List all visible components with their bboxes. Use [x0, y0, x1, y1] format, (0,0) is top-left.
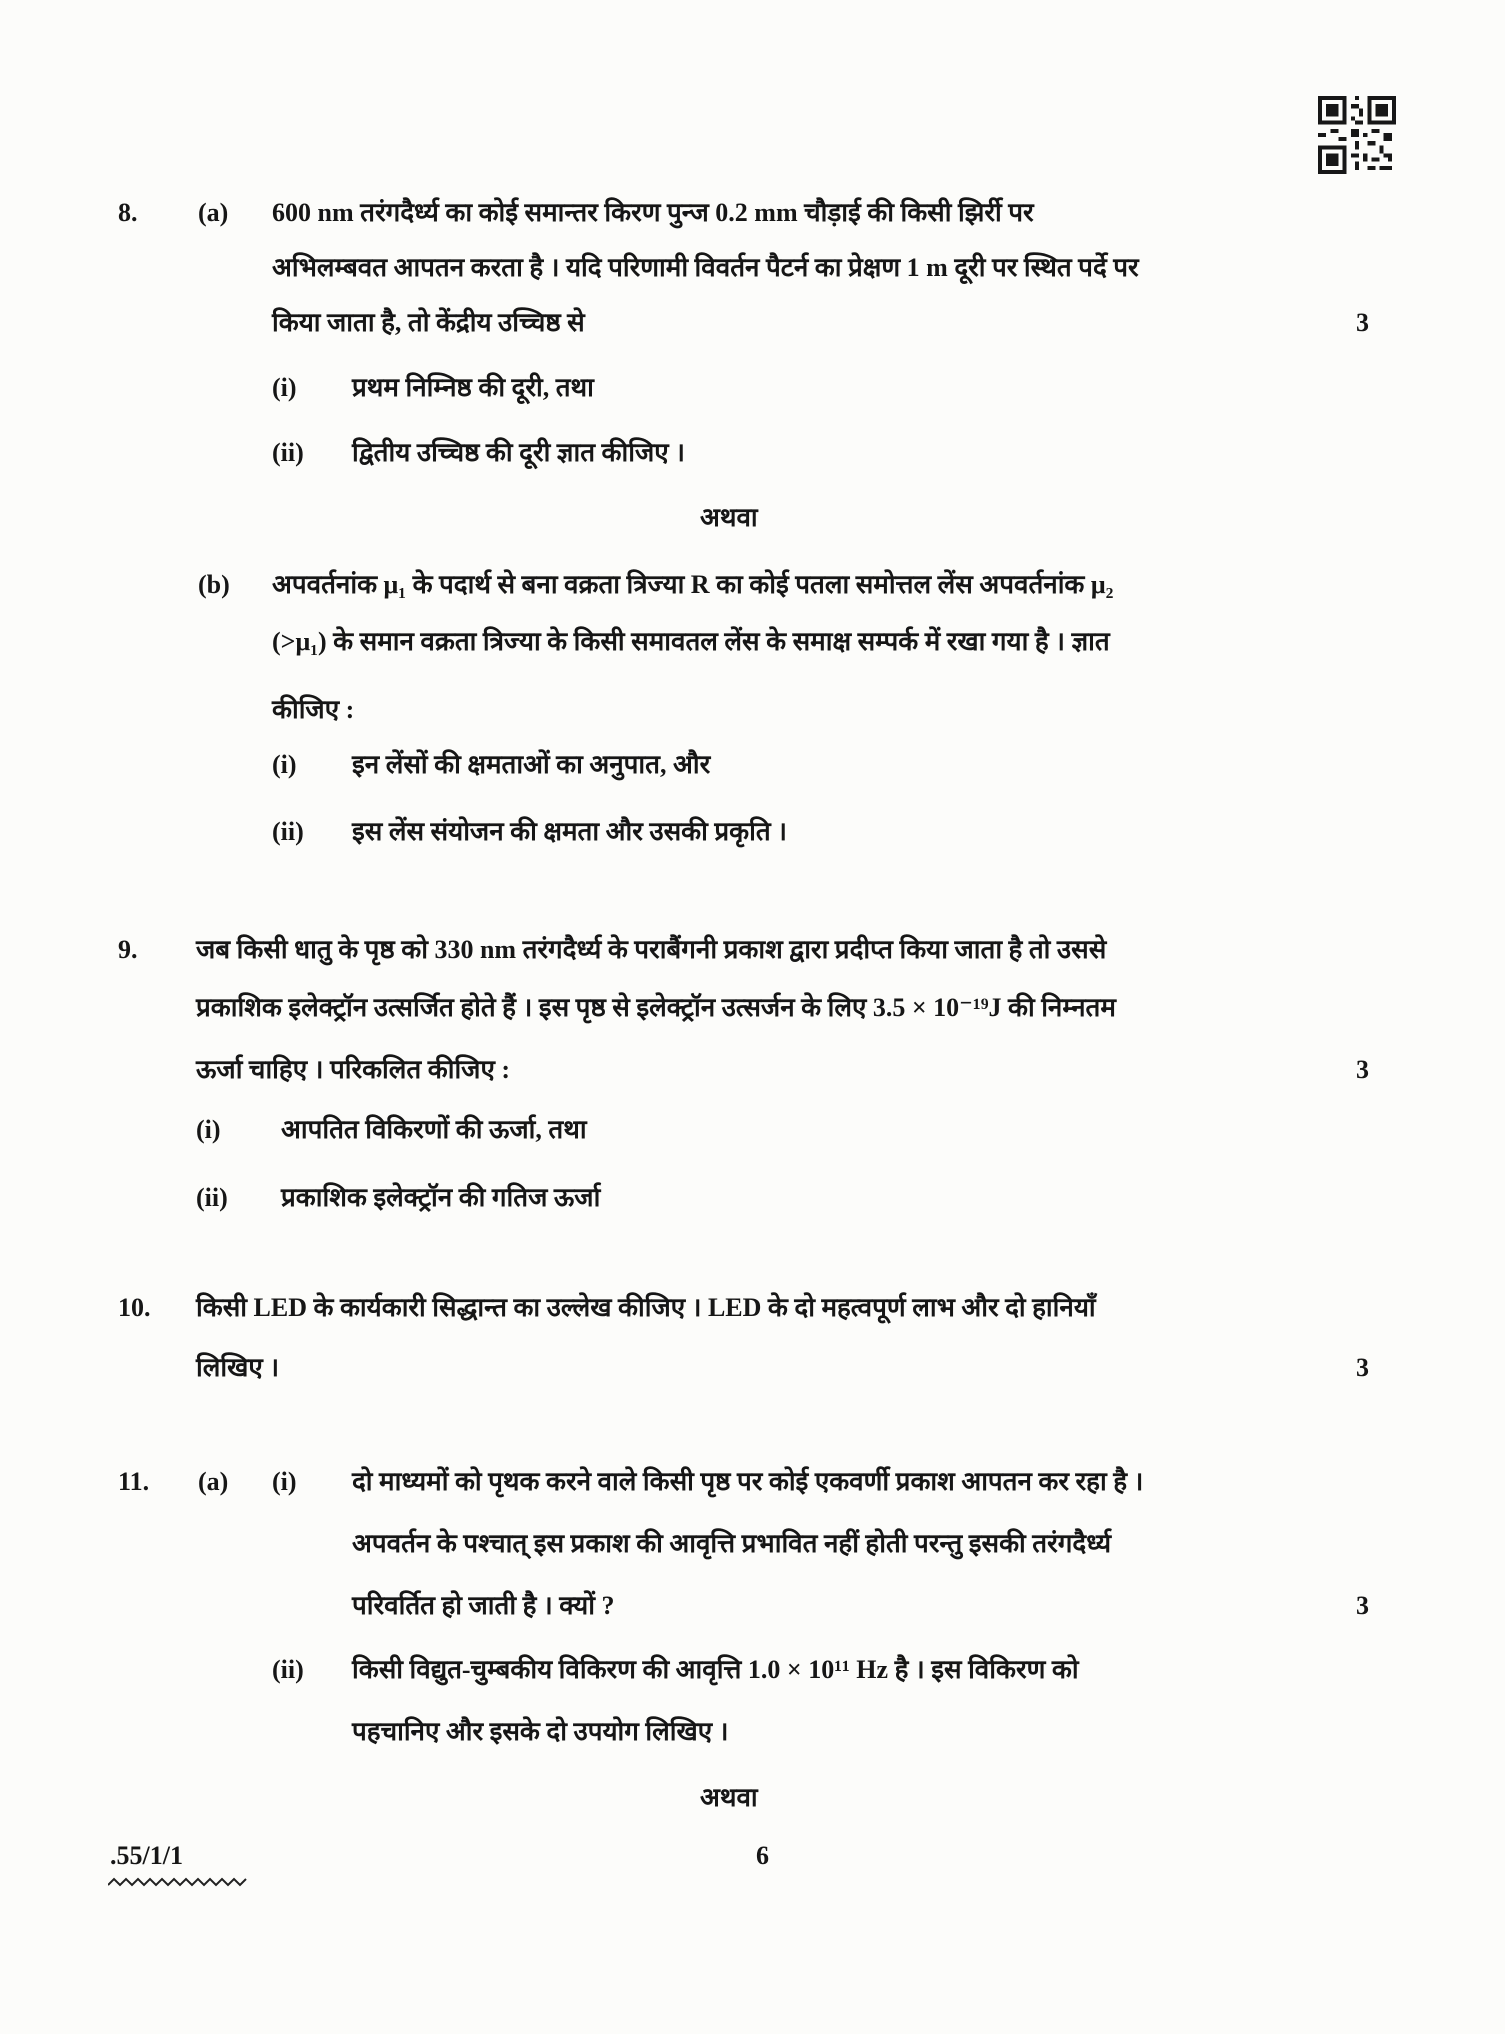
q8b-item-i-text: इन लेंसों की क्षमताओं का अनुपात, और — [352, 750, 711, 779]
q8b-item-i-row — [0, 745, 1505, 793]
q11-marks: 3 — [1356, 1591, 1369, 1620]
q8b-line3: कीजिए : — [272, 695, 355, 724]
q9-line3-row — [0, 1050, 1505, 1098]
q11a-i-label: (i) — [272, 1467, 297, 1496]
q11-line1-row — [0, 1462, 1505, 1510]
q9-line3: ऊर्जा चाहिए । परिकलित कीजिए : — [196, 1055, 511, 1084]
q10-line1: किसी LED के कार्यकारी सिद्धान्त का उल्लेख कीजिए । LED के दो महत्वपूर्ण लाभ और दो हानियाँ — [196, 1293, 1096, 1322]
q8-number: 8. — [118, 198, 138, 227]
q11a-i-line2: अपवर्तन के पश्चात् इस प्रकाश की आवृत्ति प्रभावित नहीं होती परन्तु इसकी तरंगदैर्ध्य — [352, 1529, 1112, 1558]
q9-item-ii-label: (ii) — [196, 1183, 228, 1212]
q9-marks: 3 — [1356, 1055, 1369, 1084]
q11a-i-line3: परिवर्तित हो जाती है । क्यों ? — [352, 1591, 615, 1620]
q8a-item-ii-label: (ii) — [272, 438, 304, 467]
q10-marks: 3 — [1356, 1353, 1369, 1382]
q11a-ii-line1: किसी विद्युत-चुम्बकीय विकिरण की आवृत्ति 1.0 × 10¹¹ Hz है । इस विकिरण को — [352, 1655, 1079, 1684]
q8a-item-i-label: (i) — [272, 373, 297, 402]
q8a-item-ii-row — [0, 433, 1505, 481]
q10-line2-row — [0, 1348, 1505, 1396]
q8a-line1: 600 nm तरंगदैर्ध्य का कोई समान्तर किरण पुन्ज 0.2 mm चौड़ाई की किसी झिर्री पर — [272, 198, 1034, 227]
q8a-line3-row — [0, 303, 1505, 351]
q8b-line2-row — [0, 622, 1505, 670]
q8b-label: (b) — [198, 570, 230, 599]
q8-marks: 3 — [1356, 308, 1369, 337]
q9-item-i-row — [0, 1110, 1505, 1158]
q8a-line1-row — [0, 193, 1505, 241]
q11-ii-line2-row — [0, 1712, 1505, 1760]
q8a-line2: अभिलम्बवत आपतन करता है । यदि परिणामी विवर्तन पैटर्न का प्रेक्षण 1 m दूरी पर स्थित पर्दे पर — [272, 253, 1139, 282]
q11-line2-row — [0, 1524, 1505, 1572]
q10-number: 10. — [118, 1293, 151, 1322]
q11-or-row — [0, 1778, 1505, 1826]
q11-line3-row — [0, 1586, 1505, 1634]
q8b-item-ii-row — [0, 812, 1505, 860]
q9-item-ii-text: प्रकाशिक इलेक्ट्रॉन की गतिज ऊर्जा — [281, 1183, 601, 1212]
q11-or-separator: अथवा — [700, 1783, 758, 1812]
q11-number: 11. — [118, 1467, 150, 1496]
paper-code: .55/1/1 — [110, 1841, 183, 1870]
q8b-line2: (>μ₁) के समान वक्रता त्रिज्या के किसी समावतल लेंस के समाक्ष सम्पर्क में रखा गया है । ज्ञात — [272, 627, 1110, 656]
q8b-line1: अपवर्तनांक μ₁ के पदार्थ से बना वक्रता त्रिज्या R का कोई पतला समोत्तल लेंस अपवर्तनांक μ₂ — [272, 570, 1114, 599]
q9-item-i-label: (i) — [196, 1115, 221, 1144]
q9-line1: जब किसी धातु के पृष्ठ को 330 nm तरंगदैर्ध्य के पराबैंगनी प्रकाश द्वारा प्रदीप्त किया जाता है तो उससे — [196, 935, 1107, 964]
q8a-item-ii-text: द्वितीय उच्चिष्ठ की दूरी ज्ञात कीजिए । — [352, 438, 685, 467]
q8b-line3-row — [0, 690, 1505, 738]
q8a-item-i-text: प्रथम निम्निष्ठ की दूरी, तथा — [352, 373, 594, 402]
q11a-ii-label: (ii) — [272, 1655, 304, 1684]
q8b-line1-row — [0, 565, 1505, 613]
q11a-i-line1: दो माध्यमों को पृथक करने वाले किसी पृष्ठ पर कोई एकवर्णी प्रकाश आपतन कर रहा है । — [352, 1467, 1144, 1496]
q8b-item-ii-text: इस लेंस संयोजन की क्षमता और उसकी प्रकृति । — [352, 817, 788, 846]
zigzag-underline — [108, 1876, 248, 1888]
footer-row — [0, 1836, 1505, 1884]
q8a-label: (a) — [198, 198, 229, 227]
q9-item-i-text: आपतित विकिरणों की ऊर्जा, तथा — [281, 1115, 587, 1144]
q8a-line2-row — [0, 248, 1505, 296]
q9-line2: प्रकाशिक इलेक्ट्रॉन उत्सर्जित होते हैं । इस पृष्ठ से इलेक्ट्रॉन उत्सर्जन के लिए 3.5 × 10⁻¹⁹J की निम्नतम — [196, 993, 1116, 1022]
q9-item-ii-row — [0, 1178, 1505, 1226]
q10-line1-row — [0, 1288, 1505, 1336]
q9-number: 9. — [118, 935, 138, 964]
q8b-item-ii-label: (ii) — [272, 817, 304, 846]
q10-line2: लिखिए । — [196, 1353, 280, 1382]
qr-code-icon — [1318, 94, 1396, 176]
q8a-line3: किया जाता है, तो केंद्रीय उच्चिष्ठ से — [272, 308, 585, 337]
q9-line1-row — [0, 930, 1505, 978]
q8-or-row — [0, 498, 1505, 546]
q8a-item-i-row — [0, 368, 1505, 416]
q8-or-separator: अथवा — [700, 503, 758, 532]
page-number: 6 — [756, 1841, 769, 1870]
q11a-label: (a) — [198, 1467, 229, 1496]
q11-ii-line1-row — [0, 1650, 1505, 1698]
q8b-item-i-label: (i) — [272, 750, 297, 779]
q11a-ii-line2: पहचानिए और इसके दो उपयोग लिखिए । — [352, 1717, 729, 1746]
q9-line2-row — [0, 988, 1505, 1036]
